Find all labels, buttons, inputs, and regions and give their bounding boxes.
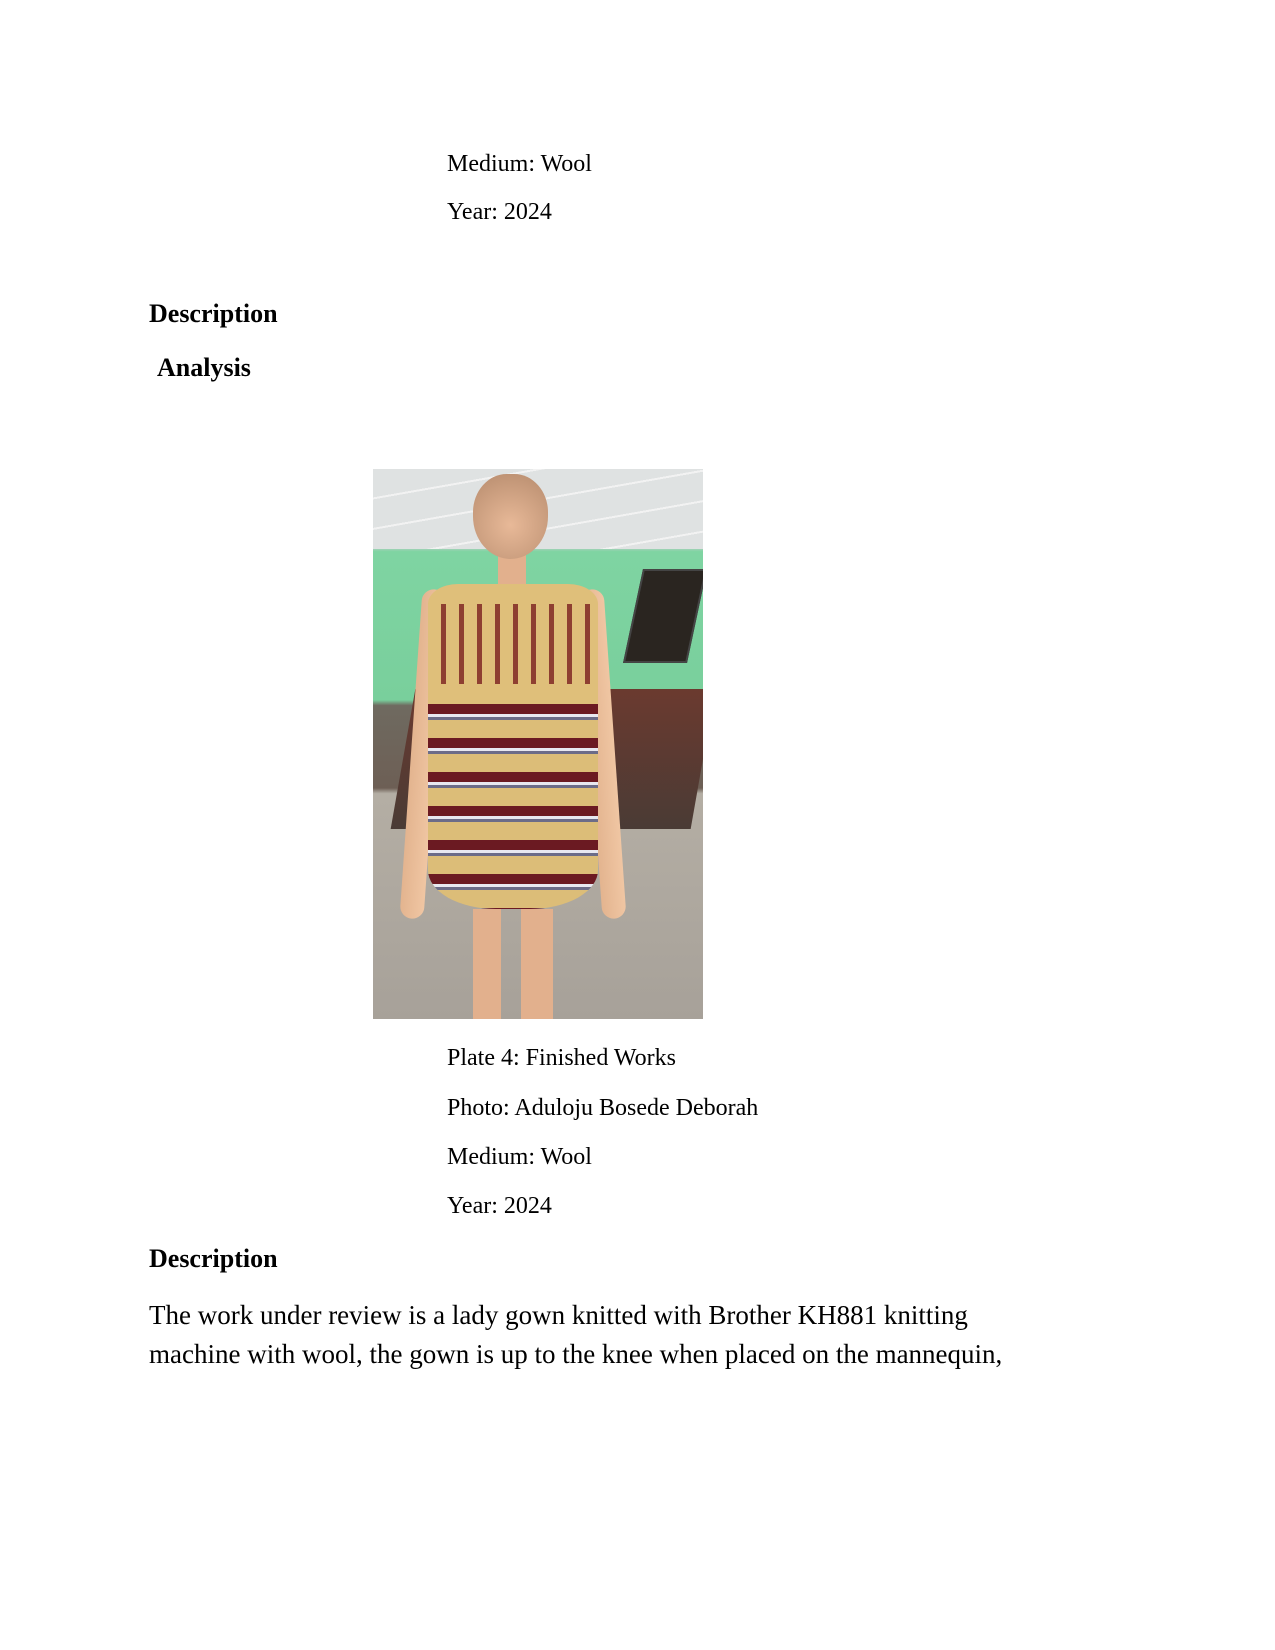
mannequin-head bbox=[473, 474, 548, 559]
description-heading: Description bbox=[149, 299, 278, 328]
plate-caption: Plate 4: Finished Works bbox=[447, 1045, 676, 1071]
paragraph-line: machine with wool, the gown is up to the knee when placed on the mannequin, bbox=[149, 1339, 1003, 1369]
medium-caption: Medium: Wool bbox=[447, 151, 592, 177]
description-heading: Description bbox=[149, 1244, 278, 1273]
description-paragraph bbox=[149, 1296, 1149, 1374]
year-caption: Year: 2024 bbox=[447, 1193, 552, 1219]
artwork bbox=[623, 569, 703, 663]
medium-caption: Medium: Wool bbox=[447, 1144, 592, 1170]
analysis-heading: Analysis bbox=[157, 353, 251, 382]
mannequin-legs bbox=[473, 909, 553, 1019]
gown-photo bbox=[373, 469, 703, 1019]
gown-motif bbox=[433, 604, 593, 684]
year-caption: Year: 2024 bbox=[447, 199, 552, 225]
photo-credit: Photo: Aduloju Bosede Deborah bbox=[447, 1095, 759, 1121]
paragraph-line: The work under review is a lady gown knitted with Brother KH881 knitting bbox=[149, 1300, 968, 1330]
